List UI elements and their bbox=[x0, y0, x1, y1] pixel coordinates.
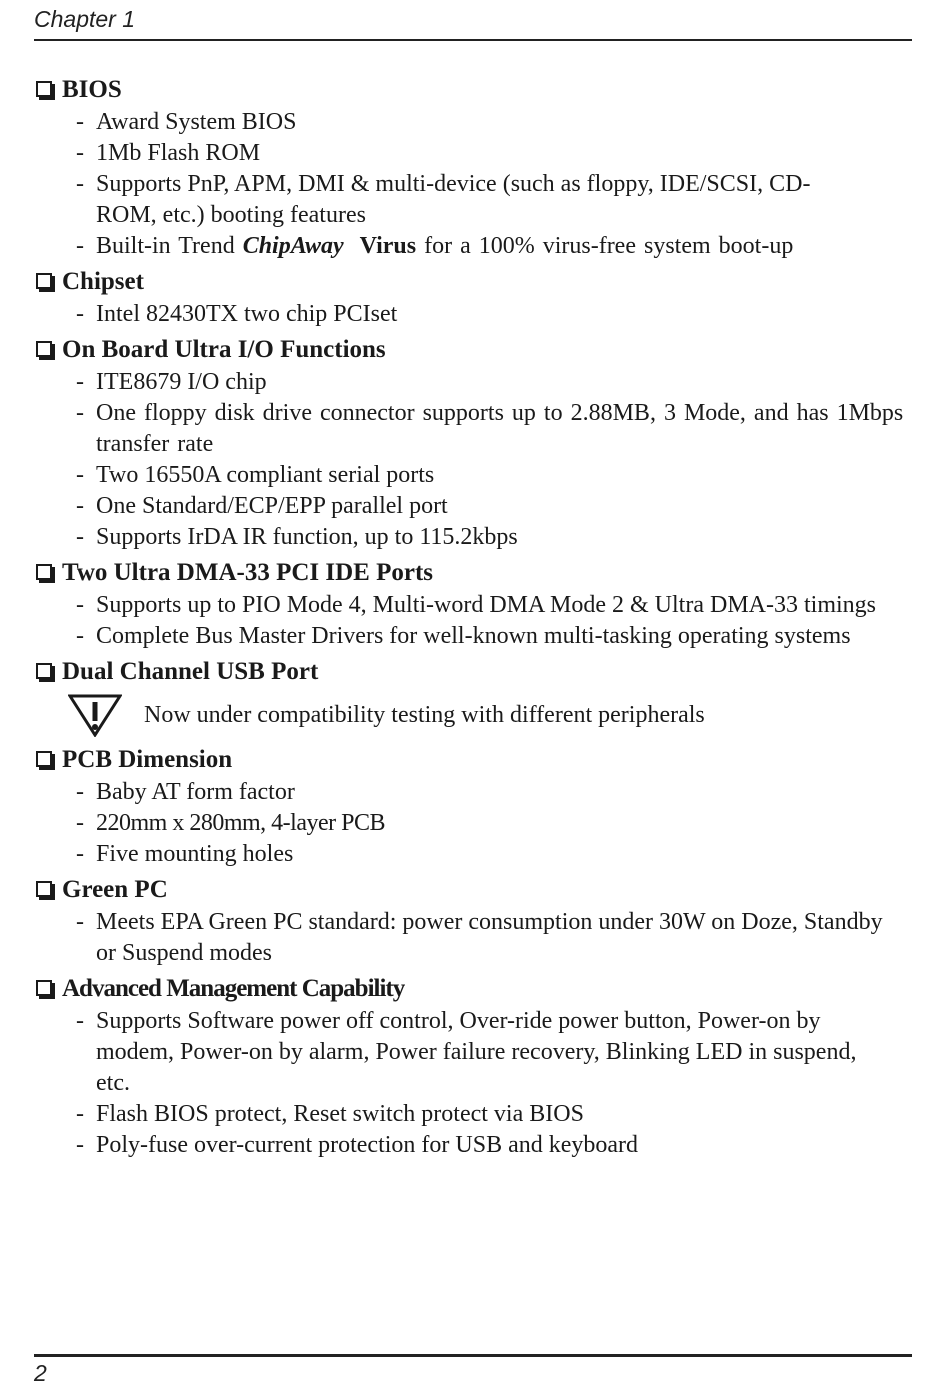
item-list bbox=[34, 777, 912, 870]
item-list bbox=[34, 299, 912, 330]
list-item: - Five mounting holes bbox=[76, 839, 912, 870]
section-green-pc bbox=[34, 873, 912, 969]
checkbox-bullet-icon bbox=[36, 273, 52, 289]
list-item: - Supports up to PIO Mode 4, Multi-word DMA Mode 2 & Ultra DMA-33 timings bbox=[76, 590, 912, 621]
list-item: - One floppy disk drive connector supports up to 2.88MB, 3 Mode, and has 1Mbps transfer rate bbox=[76, 398, 912, 460]
list-item: - ITE8679 I/O chip bbox=[76, 367, 912, 398]
checkbox-bullet-icon bbox=[36, 881, 52, 897]
list-item: - Flash BIOS protect, Reset switch protect via BIOS bbox=[76, 1099, 912, 1130]
list-item: - Meets EPA Green PC standard: power consumption under 30W on Doze, Standby or Suspend modes bbox=[76, 907, 912, 969]
list-item: - Intel 82430TX two chip PCIset bbox=[76, 299, 912, 330]
section-title: Chipset bbox=[34, 265, 912, 299]
item-list bbox=[34, 367, 912, 553]
checkbox-bullet-icon bbox=[36, 980, 52, 996]
section-title: BIOS bbox=[34, 73, 912, 107]
section-title: Dual Channel USB Port bbox=[34, 655, 912, 689]
section-pcb bbox=[34, 743, 912, 870]
spec-list bbox=[34, 70, 912, 1161]
header-rule bbox=[34, 39, 912, 41]
section-title: PCB Dimension bbox=[34, 743, 912, 777]
checkbox-bullet-icon bbox=[36, 751, 52, 767]
footer-rule bbox=[34, 1354, 912, 1357]
section-title: Two Ultra DMA-33 PCI IDE Ports bbox=[34, 556, 912, 590]
page-number: 2 bbox=[34, 1360, 47, 1386]
checkbox-bullet-icon bbox=[36, 81, 52, 97]
list-item: - Supports IrDA IR function, up to 115.2kbps bbox=[76, 522, 912, 553]
section-onboard-io bbox=[34, 333, 912, 553]
list-item: - Baby AT form factor bbox=[76, 777, 912, 808]
list-item: - Award System BIOS bbox=[76, 107, 912, 138]
section-usb bbox=[34, 655, 912, 739]
list-item: - One Standard/ECP/EPP parallel port bbox=[76, 491, 912, 522]
section-title: On Board Ultra I/O Functions bbox=[34, 333, 912, 367]
list-item: - 1Mb Flash ROM bbox=[76, 138, 912, 169]
warning-icon bbox=[68, 693, 122, 737]
list-item: - Built-in Trend ChipAway Virus for a 100% virus-free system boot-up bbox=[76, 231, 912, 262]
checkbox-bullet-icon bbox=[36, 564, 52, 580]
list-item: - Supports Software power off control, Over-ride power button, Power-on by modem, Power-on by alarm, Power failure recovery, Blinking LED in suspend, etc. bbox=[76, 1006, 912, 1099]
chapter-header: Chapter 1 bbox=[34, 6, 136, 32]
section-title: Advanced Management Capability bbox=[34, 972, 912, 1006]
checkbox-bullet-icon bbox=[36, 663, 52, 679]
list-item: - Supports PnP, APM, DMI & multi-device (such as floppy, IDE/SCSI, CD-ROM, etc.) booting features bbox=[76, 169, 912, 231]
list-item: - Two 16550A compliant serial ports bbox=[76, 460, 912, 491]
section-advanced-management bbox=[34, 972, 912, 1161]
note-text: Now under compatibility testing with different peripherals bbox=[144, 701, 705, 728]
usb-note bbox=[34, 691, 912, 739]
item-list bbox=[34, 590, 912, 652]
list-item: - 220mm x 280mm, 4-layer PCB bbox=[76, 808, 912, 839]
section-chipset bbox=[34, 265, 912, 330]
section-title: Green PC bbox=[34, 873, 912, 907]
virus-brand: Virus bbox=[359, 233, 417, 259]
list-item: - Complete Bus Master Drivers for well-known multi-tasking operating systems bbox=[76, 621, 912, 652]
item-list bbox=[34, 907, 912, 969]
item-list bbox=[34, 1006, 912, 1161]
chipaway-brand: ChipAway bbox=[242, 233, 344, 259]
list-item: - Poly-fuse over-current protection for USB and keyboard bbox=[76, 1130, 912, 1161]
checkbox-bullet-icon bbox=[36, 341, 52, 357]
section-ide-ports bbox=[34, 556, 912, 652]
section-bios bbox=[34, 73, 912, 262]
item-list bbox=[34, 107, 912, 262]
